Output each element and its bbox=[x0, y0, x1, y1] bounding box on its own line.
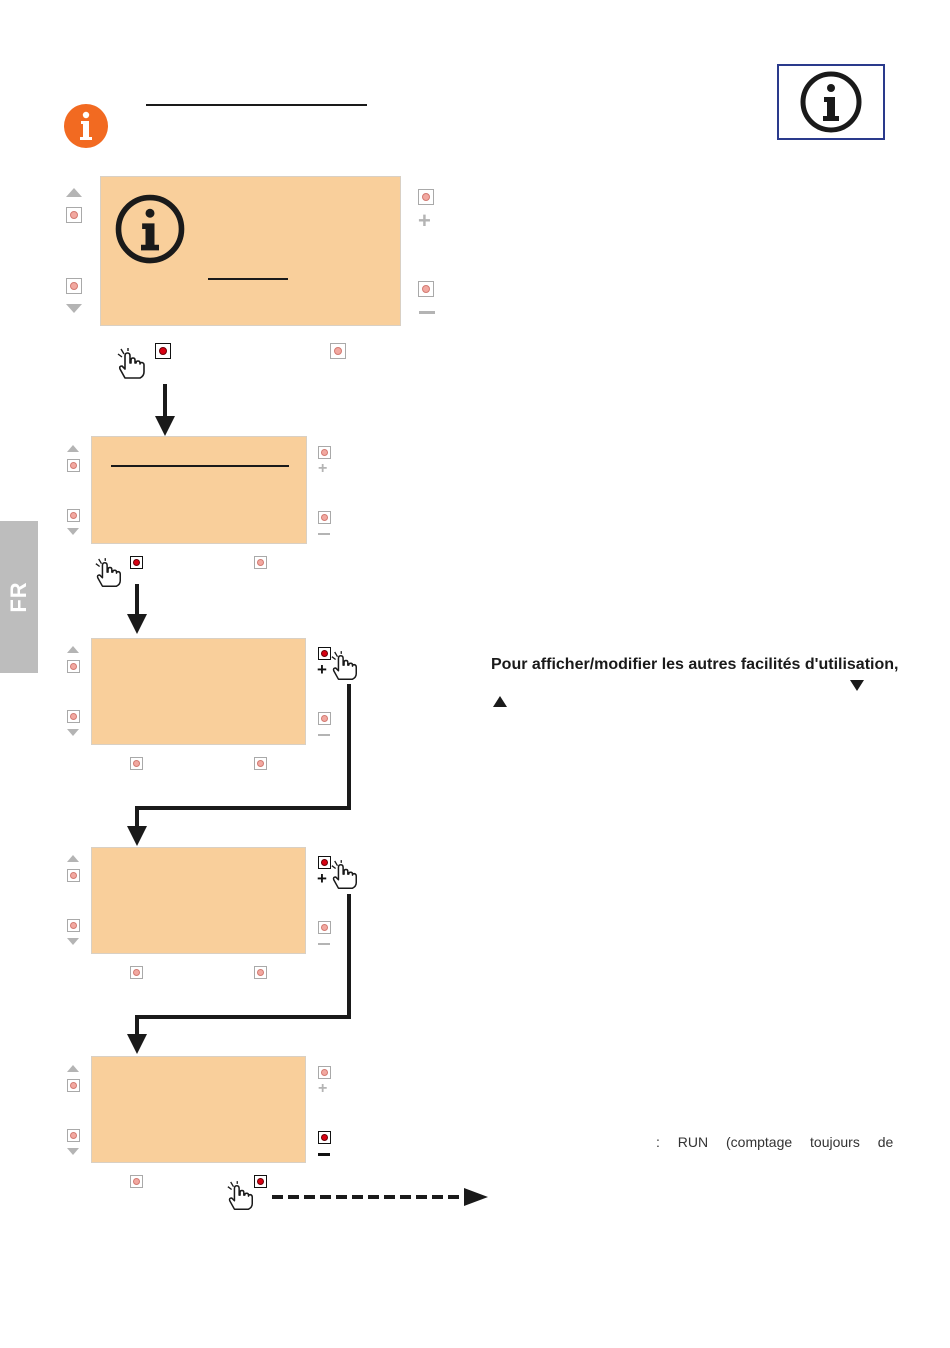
up-button[interactable] bbox=[66, 207, 82, 223]
arrow-up-icon bbox=[67, 445, 79, 452]
down-button[interactable] bbox=[67, 919, 80, 932]
down-button[interactable] bbox=[67, 710, 80, 723]
plus-button[interactable] bbox=[318, 1066, 331, 1079]
down-button[interactable] bbox=[67, 509, 80, 522]
flow-arrow bbox=[122, 682, 362, 852]
language-tab-label: FR bbox=[6, 581, 31, 613]
info-icon bbox=[799, 70, 863, 134]
hand-pointer-icon bbox=[226, 1181, 256, 1213]
dashed-exit-arrow bbox=[270, 1187, 495, 1207]
enter-button[interactable] bbox=[155, 343, 171, 359]
heading-underline bbox=[146, 104, 367, 106]
hand-pointer-icon bbox=[116, 348, 148, 382]
display-screen-1 bbox=[100, 176, 401, 326]
minus-icon bbox=[318, 533, 330, 535]
plus-icon: + bbox=[318, 1080, 328, 1097]
hand-pointer-icon bbox=[330, 860, 360, 892]
down-button[interactable] bbox=[66, 278, 82, 294]
display-screen-5 bbox=[91, 1056, 306, 1163]
arrow-down-indicator-icon bbox=[850, 680, 864, 691]
arrow-down-icon bbox=[67, 528, 79, 535]
plus-icon: + bbox=[418, 208, 431, 233]
info-frame bbox=[777, 64, 885, 140]
arrow-down-icon bbox=[67, 729, 79, 736]
info-icon bbox=[114, 193, 186, 265]
arrow-up-indicator-icon bbox=[493, 696, 507, 707]
arrow-up-icon bbox=[67, 855, 79, 862]
plus-button[interactable] bbox=[318, 446, 331, 459]
screen-underline bbox=[111, 465, 289, 467]
arrow-down-icon bbox=[66, 304, 82, 313]
language-tab bbox=[0, 521, 38, 673]
enter-button[interactable] bbox=[130, 1175, 143, 1188]
up-button[interactable] bbox=[67, 869, 80, 882]
arrow-up-icon bbox=[66, 188, 82, 197]
hand-pointer-icon bbox=[94, 558, 124, 590]
minus-button[interactable] bbox=[318, 1131, 331, 1144]
arrow-down-icon bbox=[67, 1148, 79, 1155]
up-button[interactable] bbox=[67, 660, 80, 673]
up-button[interactable] bbox=[67, 1079, 80, 1092]
minus-icon bbox=[318, 1153, 330, 1156]
arrow-up-icon bbox=[67, 1065, 79, 1072]
note-heading: Pour afficher/modifier les autres facilités d'utilisation, bbox=[491, 656, 899, 673]
display-screen-2 bbox=[91, 436, 307, 544]
enter-button[interactable] bbox=[130, 556, 143, 569]
flow-arrow bbox=[150, 382, 180, 438]
escape-button[interactable] bbox=[254, 556, 267, 569]
up-button[interactable] bbox=[67, 459, 80, 472]
plus-button[interactable] bbox=[418, 189, 434, 205]
minus-button[interactable] bbox=[418, 281, 434, 297]
step5-description: : RUN (comptage toujours de bbox=[656, 1134, 894, 1150]
info-badge-icon bbox=[64, 104, 108, 148]
minus-icon bbox=[419, 311, 435, 314]
flow-arrow bbox=[122, 582, 152, 636]
plus-icon: + bbox=[318, 460, 328, 477]
screen-underline bbox=[208, 278, 288, 280]
arrow-up-icon bbox=[67, 646, 79, 653]
minus-button[interactable] bbox=[318, 511, 331, 524]
down-button[interactable] bbox=[67, 1129, 80, 1142]
hand-pointer-icon bbox=[330, 651, 360, 683]
flow-arrow bbox=[122, 892, 362, 1058]
arrow-down-icon bbox=[67, 938, 79, 945]
plus-icon: + bbox=[317, 660, 327, 679]
plus-icon: + bbox=[317, 869, 327, 888]
escape-button[interactable] bbox=[330, 343, 346, 359]
